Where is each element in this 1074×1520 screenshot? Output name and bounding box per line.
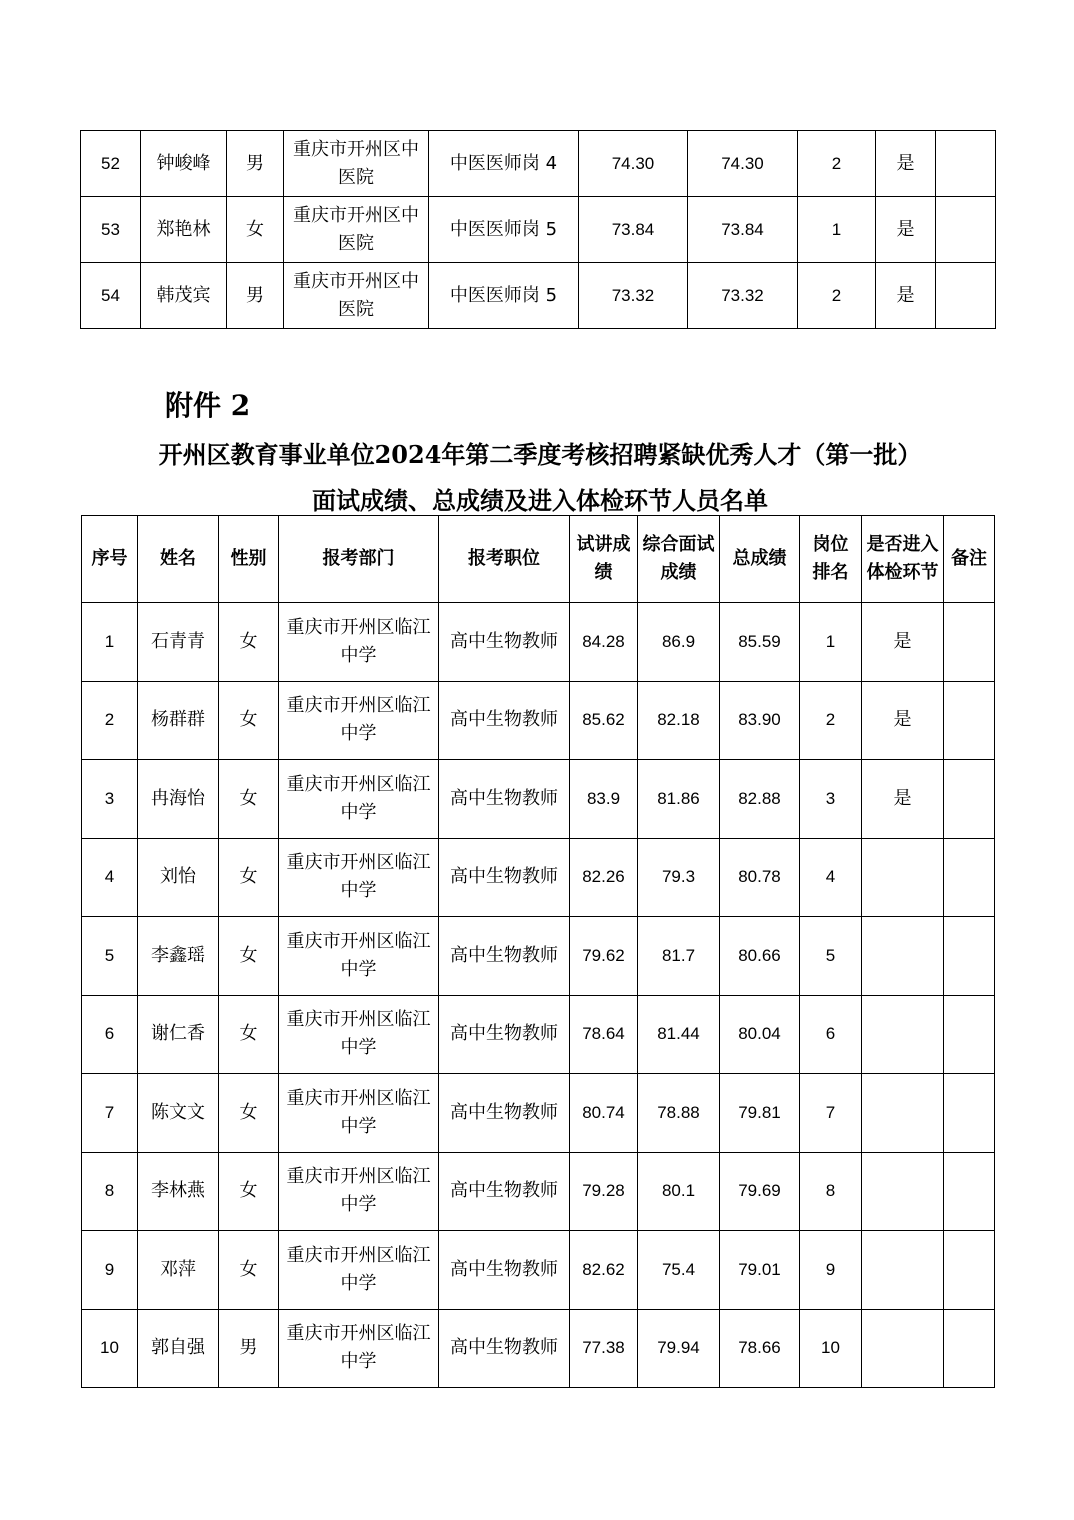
cell-post: 高中生物教师 bbox=[439, 603, 570, 682]
cell-gender: 女 bbox=[219, 838, 279, 917]
cell-gender: 男 bbox=[227, 263, 284, 329]
cell-gender: 男 bbox=[219, 1309, 279, 1388]
table-row bbox=[82, 760, 995, 839]
cell-interview: 79.94 bbox=[638, 1309, 720, 1388]
cell-no: 8 bbox=[82, 1152, 138, 1231]
cell-dept: 重庆市开州区临江中学 bbox=[279, 760, 439, 839]
cell-exam bbox=[862, 838, 944, 917]
cell-lecture: 82.26 bbox=[570, 838, 638, 917]
cell-dept: 重庆市开州区临江中学 bbox=[279, 995, 439, 1074]
cell-dept: 重庆市开州区临江中学 bbox=[279, 917, 439, 996]
cell-no: 4 bbox=[82, 838, 138, 917]
cell-no: 6 bbox=[82, 995, 138, 1074]
cell-lecture: 79.28 bbox=[570, 1152, 638, 1231]
cell-lecture: 79.62 bbox=[570, 917, 638, 996]
column-header: 试讲成绩 bbox=[570, 516, 638, 603]
cell-lecture: 85.62 bbox=[570, 681, 638, 760]
cell-post: 高中生物教师 bbox=[439, 760, 570, 839]
column-header: 性别 bbox=[219, 516, 279, 603]
table-row bbox=[82, 917, 995, 996]
cell-rank: 1 bbox=[800, 603, 862, 682]
results-table bbox=[81, 515, 995, 1388]
document-title: 开州区教育事业单位2024年第二季度考核招聘紧缺优秀人才（第一批）面试成绩、总成绩及进入体检环节人员名单 bbox=[158, 440, 922, 515]
cell-interview: 81.44 bbox=[638, 995, 720, 1074]
cell-total: 80.78 bbox=[720, 838, 800, 917]
column-header: 综合面试成绩 bbox=[638, 516, 720, 603]
cell-score-a: 73.32 bbox=[579, 263, 688, 329]
cell-post: 高中生物教师 bbox=[439, 1152, 570, 1231]
cell-interview: 81.86 bbox=[638, 760, 720, 839]
cell-note bbox=[944, 1152, 995, 1231]
cell-exam bbox=[862, 1074, 944, 1153]
cell-lecture: 82.62 bbox=[570, 1231, 638, 1310]
cell-no: 52 bbox=[81, 131, 141, 197]
cell-total: 79.69 bbox=[720, 1152, 800, 1231]
cell-dept: 重庆市开州区中医院 bbox=[284, 263, 429, 329]
cell-dept: 重庆市开州区临江中学 bbox=[279, 1152, 439, 1231]
cell-exam bbox=[862, 995, 944, 1074]
cell-exam bbox=[862, 1309, 944, 1388]
column-header: 报考职位 bbox=[439, 516, 570, 603]
cell-note bbox=[944, 760, 995, 839]
cell-note bbox=[944, 995, 995, 1074]
cell-no: 3 bbox=[82, 760, 138, 839]
cell-exam: 是 bbox=[862, 760, 944, 839]
table-row bbox=[82, 1309, 995, 1388]
table-row bbox=[81, 263, 996, 329]
cell-interview: 78.88 bbox=[638, 1074, 720, 1153]
table-row bbox=[82, 681, 995, 760]
cell-gender: 女 bbox=[219, 1074, 279, 1153]
cell-post: 高中生物教师 bbox=[439, 1309, 570, 1388]
cell-lecture: 84.28 bbox=[570, 603, 638, 682]
cell-post: 中医医师岗 5 bbox=[429, 197, 579, 263]
cell-name: 李林燕 bbox=[138, 1152, 219, 1231]
column-header: 报考部门 bbox=[279, 516, 439, 603]
cell-exam bbox=[862, 1231, 944, 1310]
cell-gender: 女 bbox=[219, 681, 279, 760]
table-row bbox=[82, 838, 995, 917]
cell-score-b: 74.30 bbox=[688, 131, 798, 197]
cell-post: 中医医师岗 5 bbox=[429, 263, 579, 329]
table-row bbox=[82, 1074, 995, 1153]
cell-name: 韩茂宾 bbox=[141, 263, 227, 329]
cell-exam: 是 bbox=[862, 681, 944, 760]
cell-interview: 86.9 bbox=[638, 603, 720, 682]
cell-rank: 9 bbox=[800, 1231, 862, 1310]
cell-gender: 女 bbox=[219, 1231, 279, 1310]
cell-note bbox=[944, 681, 995, 760]
cell-total: 79.01 bbox=[720, 1231, 800, 1310]
cell-rank: 7 bbox=[800, 1074, 862, 1153]
table-row bbox=[81, 131, 996, 197]
cell-dept: 重庆市开州区临江中学 bbox=[279, 1309, 439, 1388]
table-row bbox=[81, 197, 996, 263]
cell-exam: 是 bbox=[862, 603, 944, 682]
cell-no: 1 bbox=[82, 603, 138, 682]
cell-no: 54 bbox=[81, 263, 141, 329]
cell-exam: 是 bbox=[876, 131, 936, 197]
cell-gender: 男 bbox=[227, 131, 284, 197]
cell-rank: 6 bbox=[800, 995, 862, 1074]
cell-score-b: 73.84 bbox=[688, 197, 798, 263]
cell-no: 2 bbox=[82, 681, 138, 760]
cell-no: 7 bbox=[82, 1074, 138, 1153]
table-row bbox=[82, 1152, 995, 1231]
cell-post: 高中生物教师 bbox=[439, 917, 570, 996]
cell-total: 85.59 bbox=[720, 603, 800, 682]
cell-gender: 女 bbox=[219, 917, 279, 996]
cell-note bbox=[944, 1074, 995, 1153]
cell-rank: 8 bbox=[800, 1152, 862, 1231]
cell-gender: 女 bbox=[219, 603, 279, 682]
cell-no: 10 bbox=[82, 1309, 138, 1388]
cell-note bbox=[936, 131, 996, 197]
cell-total: 83.90 bbox=[720, 681, 800, 760]
cell-exam: 是 bbox=[876, 263, 936, 329]
cell-post: 高中生物教师 bbox=[439, 838, 570, 917]
cell-post: 高中生物教师 bbox=[439, 1231, 570, 1310]
cell-note bbox=[944, 917, 995, 996]
cell-dept: 重庆市开州区临江中学 bbox=[279, 838, 439, 917]
cell-rank: 5 bbox=[800, 917, 862, 996]
cell-score-b: 73.32 bbox=[688, 263, 798, 329]
cell-dept: 重庆市开州区临江中学 bbox=[279, 603, 439, 682]
cell-dept: 重庆市开州区中医院 bbox=[284, 131, 429, 197]
cell-gender: 女 bbox=[219, 995, 279, 1074]
cell-note bbox=[944, 1309, 995, 1388]
cell-no: 9 bbox=[82, 1231, 138, 1310]
column-header: 备注 bbox=[944, 516, 995, 603]
cell-dept: 重庆市开州区临江中学 bbox=[279, 1231, 439, 1310]
cell-no: 53 bbox=[81, 197, 141, 263]
cell-total: 78.66 bbox=[720, 1309, 800, 1388]
cell-gender: 女 bbox=[227, 197, 284, 263]
cell-gender: 女 bbox=[219, 1152, 279, 1231]
cell-rank: 10 bbox=[800, 1309, 862, 1388]
previous-page-table bbox=[80, 130, 996, 329]
cell-dept: 重庆市开州区临江中学 bbox=[279, 681, 439, 760]
cell-interview: 82.18 bbox=[638, 681, 720, 760]
cell-note bbox=[936, 263, 996, 329]
cell-gender: 女 bbox=[219, 760, 279, 839]
table-row bbox=[82, 995, 995, 1074]
cell-total: 82.88 bbox=[720, 760, 800, 839]
cell-name: 郑艳林 bbox=[141, 197, 227, 263]
cell-name: 郭自强 bbox=[138, 1309, 219, 1388]
attachment-label: 附件 2 bbox=[165, 389, 251, 422]
cell-post: 高中生物教师 bbox=[439, 995, 570, 1074]
cell-post: 中医医师岗 4 bbox=[429, 131, 579, 197]
cell-total: 80.04 bbox=[720, 995, 800, 1074]
cell-lecture: 77.38 bbox=[570, 1309, 638, 1388]
cell-lecture: 80.74 bbox=[570, 1074, 638, 1153]
cell-name: 谢仁香 bbox=[138, 995, 219, 1074]
cell-name: 杨群群 bbox=[138, 681, 219, 760]
column-header: 姓名 bbox=[138, 516, 219, 603]
cell-interview: 81.7 bbox=[638, 917, 720, 996]
cell-name: 刘怡 bbox=[138, 838, 219, 917]
cell-name: 陈文文 bbox=[138, 1074, 219, 1153]
cell-post: 高中生物教师 bbox=[439, 1074, 570, 1153]
cell-rank: 1 bbox=[798, 197, 876, 263]
cell-name: 石青青 bbox=[138, 603, 219, 682]
cell-note bbox=[936, 197, 996, 263]
cell-interview: 80.1 bbox=[638, 1152, 720, 1231]
cell-total: 80.66 bbox=[720, 917, 800, 996]
cell-interview: 75.4 bbox=[638, 1231, 720, 1310]
cell-rank: 4 bbox=[800, 838, 862, 917]
cell-note bbox=[944, 1231, 995, 1310]
cell-lecture: 83.9 bbox=[570, 760, 638, 839]
cell-rank: 2 bbox=[798, 131, 876, 197]
cell-interview: 79.3 bbox=[638, 838, 720, 917]
cell-note bbox=[944, 603, 995, 682]
cell-name: 李鑫瑶 bbox=[138, 917, 219, 996]
cell-score-a: 74.30 bbox=[579, 131, 688, 197]
cell-no: 5 bbox=[82, 917, 138, 996]
cell-lecture: 78.64 bbox=[570, 995, 638, 1074]
cell-post: 高中生物教师 bbox=[439, 681, 570, 760]
column-header: 岗位排名 bbox=[800, 516, 862, 603]
cell-name: 邓萍 bbox=[138, 1231, 219, 1310]
table-row bbox=[82, 1231, 995, 1310]
cell-exam bbox=[862, 1152, 944, 1231]
cell-exam bbox=[862, 917, 944, 996]
table-row bbox=[82, 603, 995, 682]
cell-note bbox=[944, 838, 995, 917]
cell-name: 冉海怡 bbox=[138, 760, 219, 839]
cell-total: 79.81 bbox=[720, 1074, 800, 1153]
cell-dept: 重庆市开州区临江中学 bbox=[279, 1074, 439, 1153]
cell-rank: 3 bbox=[800, 760, 862, 839]
cell-name: 钟峻峰 bbox=[141, 131, 227, 197]
cell-dept: 重庆市开州区中医院 bbox=[284, 197, 429, 263]
cell-rank: 2 bbox=[798, 263, 876, 329]
cell-rank: 2 bbox=[800, 681, 862, 760]
column-header: 是否进入体检环节 bbox=[862, 516, 944, 603]
column-header: 序号 bbox=[82, 516, 138, 603]
cell-exam: 是 bbox=[876, 197, 936, 263]
header-row bbox=[82, 516, 995, 603]
cell-score-a: 73.84 bbox=[579, 197, 688, 263]
column-header: 总成绩 bbox=[720, 516, 800, 603]
